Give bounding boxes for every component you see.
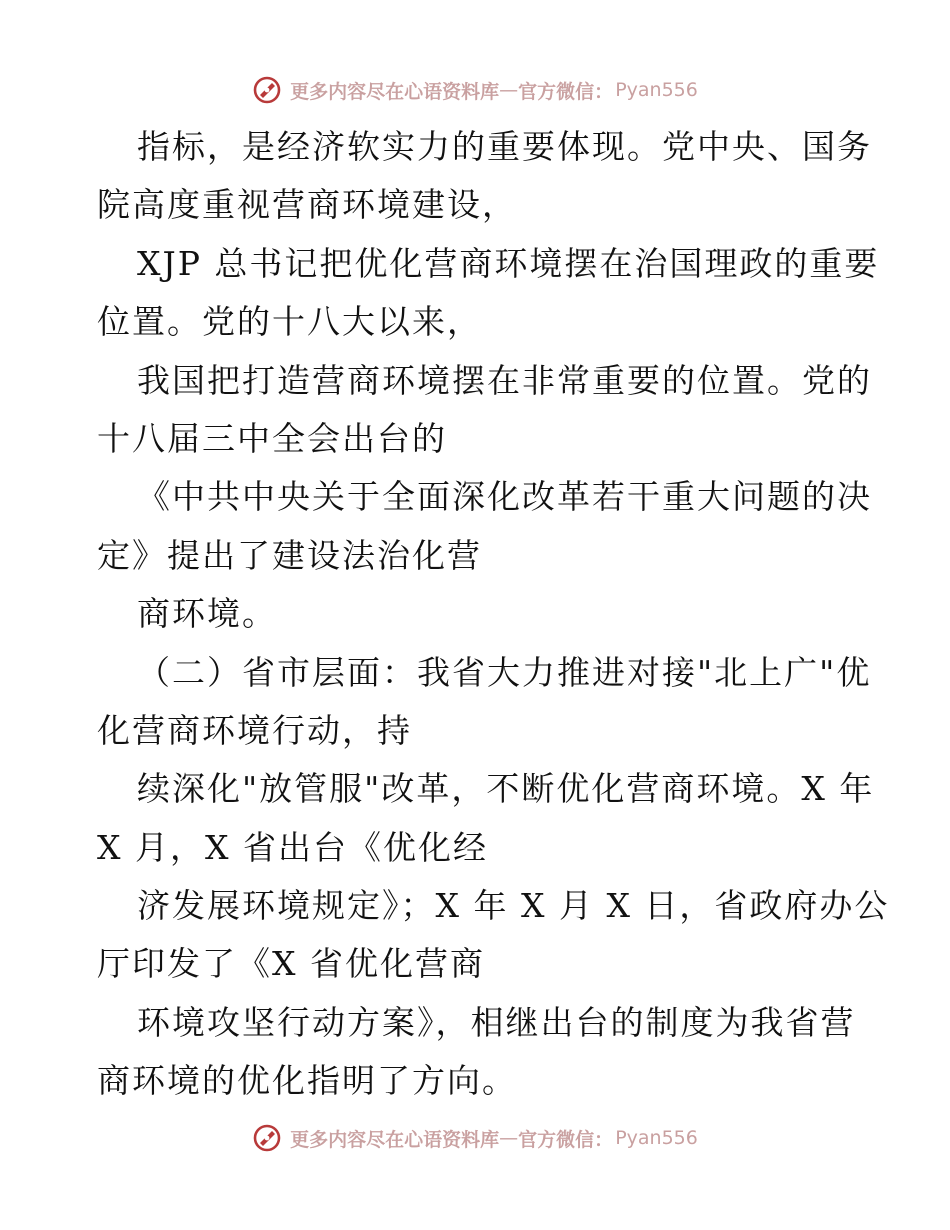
text-line: 商环境的优化指明了方向。 <box>97 1061 517 1101</box>
banner-wechat-id: Pyan556 <box>615 79 698 101</box>
text-line: 位置。党的十八大以来， <box>97 302 482 342</box>
text-line: 商环境。 <box>137 594 277 634</box>
text-line: 厅印发了《X 省优化营商 <box>97 944 485 984</box>
text-line: （二）省市层面：我省大力推进对接"北上广"优 <box>137 652 872 692</box>
document-body <box>97 118 890 1111</box>
text-line: XJP 总书记把优化营商环境摆在治国理政的重要 <box>137 243 880 283</box>
banner-dash: — <box>499 79 519 101</box>
text-line: 环境攻坚行动方案》，相继出台的制度为我省营 <box>137 1002 856 1042</box>
pen-logo-icon <box>252 75 282 105</box>
footer-watermark-banner <box>0 1118 950 1158</box>
banner-dash: — <box>499 1127 519 1149</box>
text-line: X 月，X 省出台《优化经 <box>97 827 488 867</box>
text-line: 指标，是经济软实力的重要体现。党中央、国务 <box>137 127 872 166</box>
text-line: 我国把打造营商环境摆在非常重要的位置。党的 <box>137 360 872 400</box>
text-line: 定》提出了建设法治化营 <box>97 535 482 575</box>
pen-logo-icon <box>252 1123 282 1153</box>
text-line: 济发展环境规定》；X 年 X 月 X 日，省政府办公 <box>137 886 890 926</box>
text-line: 院高度重视营商环境建设， <box>97 185 517 225</box>
header-watermark-banner <box>0 70 950 110</box>
banner-brand-text: 更多内容尽在心语资料库 <box>290 1128 500 1151</box>
text-line: 十八届三中全会出台的 <box>97 418 447 458</box>
text-line: 续深化"放管服"改革，不断优化营商环境。X 年 <box>137 769 875 809</box>
banner-official-label: 官方微信： <box>518 1128 614 1151</box>
banner-official-label: 官方微信： <box>518 80 614 103</box>
banner-wechat-id: Pyan556 <box>615 1127 698 1149</box>
text-line: 《中共中央关于全面深化改革若干重大问题的决 <box>137 477 872 517</box>
text-line: 化营商环境行动，持 <box>97 710 412 750</box>
banner-brand-text: 更多内容尽在心语资料库 <box>290 80 500 103</box>
